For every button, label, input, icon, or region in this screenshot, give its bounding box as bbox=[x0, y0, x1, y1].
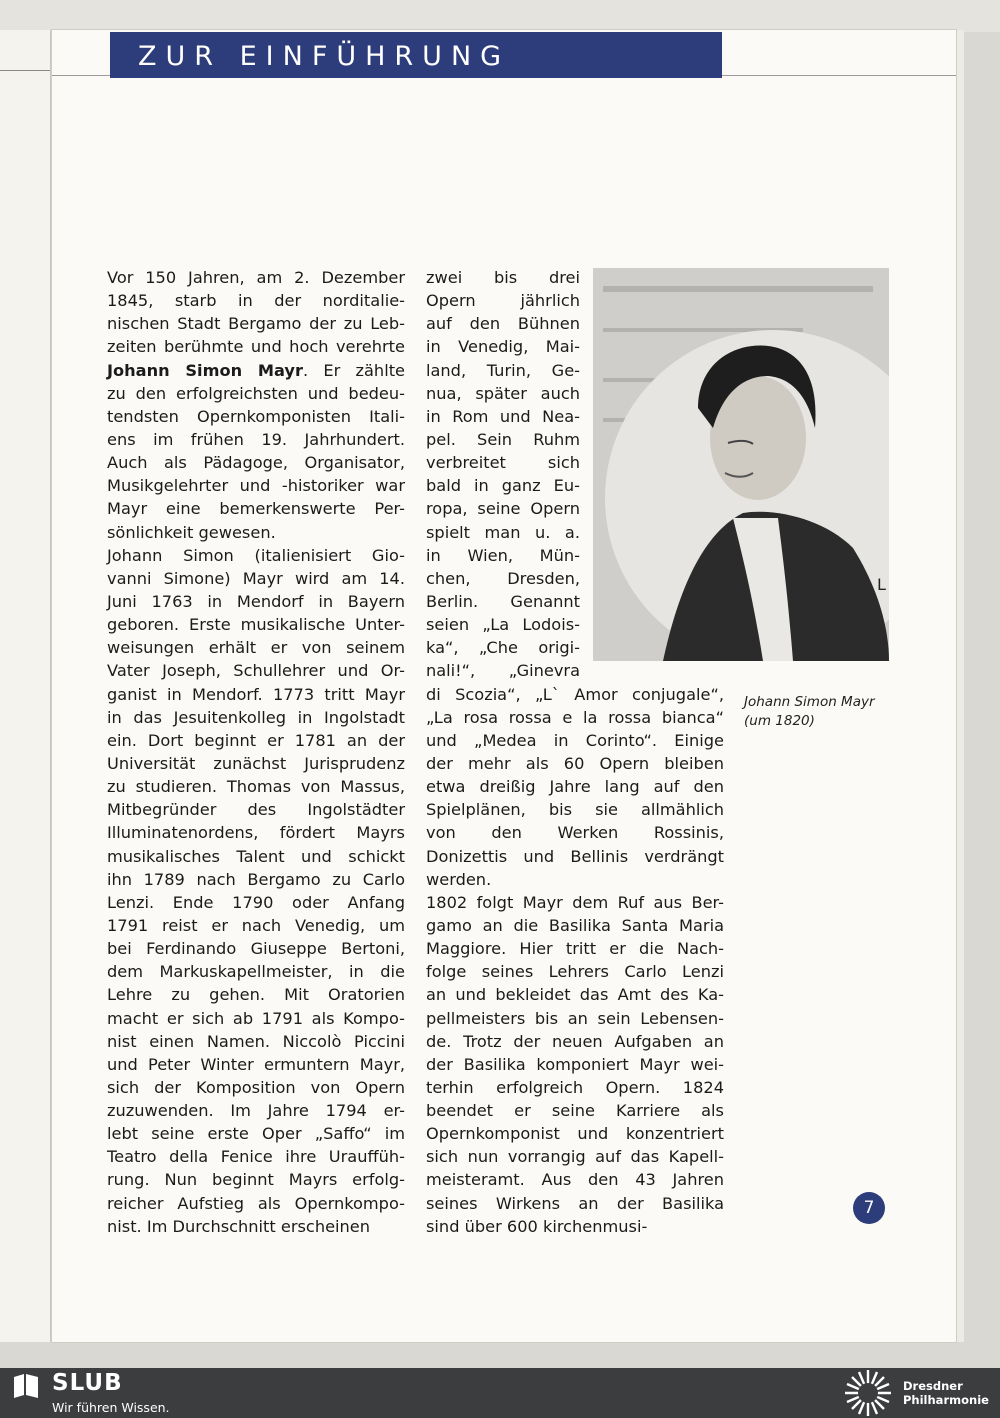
text-line: nua, später auch bbox=[426, 383, 580, 403]
text-line: Mayr eine bemerkenswerte Per- bbox=[107, 499, 405, 519]
text-line: zuzuwenden. Im Jahre 1794 er- bbox=[107, 1101, 405, 1121]
text-line: der Basilika komponiert Mayr wei- bbox=[426, 1054, 724, 1074]
text-line: sich nun vorrangig auf das Kapell- bbox=[426, 1147, 724, 1167]
text-line: 1845, starb in der norditalie- bbox=[107, 291, 405, 311]
text-line: Teatro della Fenice ihre Urauffüh- bbox=[107, 1147, 405, 1167]
text-line: ropa, seine Opern bbox=[426, 499, 580, 519]
text-line: etwa dreißig Jahre lang auf den bbox=[426, 777, 724, 797]
text-line: de. Trotz der neuen Aufgaben an bbox=[426, 1031, 724, 1051]
section-title: ZUR EINFÜHRUNG bbox=[138, 41, 511, 72]
text-line: zwei bis drei bbox=[426, 268, 580, 287]
partner-line-2: Philharmonie bbox=[903, 1393, 989, 1407]
text-line: auf den Bühnen bbox=[426, 314, 580, 334]
text-line: Maggiore. Hier tritt er die Nach- bbox=[426, 939, 724, 959]
text-line: Universität zunächst Jurisprudenz bbox=[107, 753, 405, 773]
caption-date: (um 1820) bbox=[744, 712, 815, 729]
slub-book-icon bbox=[12, 1373, 40, 1399]
text-line: Musikgelehrter und -historiker war bbox=[107, 476, 405, 496]
text-line: sich der Komposition von Opern bbox=[107, 1077, 405, 1097]
text-line: Vater Joseph, Schullehrer und Or- bbox=[107, 661, 405, 681]
text-line: pel. Sein Ruhm bbox=[426, 429, 580, 449]
text-line: lebt seine erste Oper „Saffo“ im bbox=[107, 1124, 405, 1144]
svg-text:L: L bbox=[877, 575, 886, 594]
text-line: Juni 1763 in Mendorf in Bayern bbox=[107, 591, 405, 611]
philharmonie-logo-text bbox=[903, 1379, 989, 1407]
text-line: nischen Stadt Bergamo der zu Leb- bbox=[107, 314, 405, 334]
text-line: und Peter Winter ermuntern Mayr, bbox=[107, 1054, 405, 1074]
text-line: Johann Simon Mayr. Er zählte bbox=[107, 360, 405, 380]
text-line: von den Werken Rossinis, bbox=[426, 823, 724, 843]
text-line: „La rosa rossa e la rossa bianca“ bbox=[426, 707, 724, 727]
text-line: Opernkomponist und konzentriert bbox=[426, 1124, 724, 1144]
text-line: Johann Simon (italienisiert Gio- bbox=[107, 545, 405, 565]
text-line: seines Wirkens an der Basilika bbox=[426, 1193, 724, 1213]
text-line: nist. Im Durchschnitt erscheinen bbox=[107, 1216, 371, 1236]
text-line: in Wien, Mün- bbox=[426, 545, 580, 565]
text-line: nali!“, „Ginevra bbox=[426, 661, 580, 681]
brochure-page bbox=[52, 30, 956, 1342]
text-line: rung. Nun beginnt Mayrs erfolg- bbox=[107, 1170, 405, 1190]
portrait-engraving bbox=[593, 268, 889, 661]
text-line: der mehr als 60 Opern bleiben bbox=[426, 753, 724, 773]
slub-tagline: Wir führen Wissen. bbox=[52, 1400, 170, 1415]
text-line: zeiten berühmte und hoch verehrte bbox=[107, 337, 405, 357]
text-line: ein. Dort beginnt er 1781 an der bbox=[107, 730, 405, 750]
text-line: geboren. Erste musikalische Unter- bbox=[107, 615, 405, 635]
text-line: an und bekleidet das Amt des Ka- bbox=[426, 985, 724, 1005]
text-line: sönlichkeit gewesen. bbox=[107, 522, 276, 542]
text-line: in Venedig, Mai- bbox=[426, 337, 580, 357]
text-line: land, Turin, Ge- bbox=[426, 360, 580, 380]
text-line: 1802 folgt Mayr dem Ruf aus Ber- bbox=[426, 892, 724, 912]
text-line: ens im frühen 19. Jahrhundert. bbox=[107, 429, 405, 449]
previous-page-edge bbox=[0, 30, 52, 1342]
text-line: Spielplänen, bis sie allmählich bbox=[426, 800, 724, 820]
text-line: in Rom und Nea- bbox=[426, 406, 580, 426]
text-line: musikalisches Talent und schickt bbox=[107, 846, 405, 866]
text-line: dem Markuskapellmeister, in die bbox=[107, 962, 405, 982]
text-line: Berlin. Genannt bbox=[426, 591, 580, 611]
text-line: ganist in Mendorf. 1773 tritt Mayr bbox=[107, 684, 405, 704]
text-line: Mitbegründer des Ingolstädter bbox=[107, 800, 405, 820]
text-line: werden. bbox=[426, 869, 492, 889]
text-line: bald in ganz Eu- bbox=[426, 476, 580, 496]
text-line: sind über 600 kirchenmusi- bbox=[426, 1216, 648, 1236]
text-line: weisungen erhält er von seinem bbox=[107, 638, 405, 658]
text-line: verbreitet sich bbox=[426, 453, 580, 473]
text-line: Donizettis und Bellinis verdrängt bbox=[426, 846, 724, 866]
text-line: Lehre zu gehen. Mit Oratorien bbox=[107, 985, 405, 1005]
text-line: macht er sich ab 1791 als Kompo- bbox=[107, 1008, 405, 1028]
text-line: reicher Aufstieg als Opernkompo- bbox=[107, 1193, 405, 1213]
text-line: terhin erfolgreich Opern. 1824 bbox=[426, 1077, 724, 1097]
text-line: di Scozia“, „L` Amor conjugale“, bbox=[426, 684, 724, 704]
page-number-badge: 7 bbox=[853, 1192, 885, 1224]
scan-background bbox=[0, 0, 1000, 32]
text-line: Vor 150 Jahren, am 2. Dezember bbox=[107, 268, 405, 287]
portrait-caption bbox=[744, 693, 904, 730]
text-line: zu studieren. Thomas von Massus, bbox=[107, 777, 405, 797]
text-line: ihn 1789 nach Bergamo zu Carlo bbox=[107, 869, 405, 889]
text-line: chen, Dresden, bbox=[426, 568, 580, 588]
text-line: Opern jährlich bbox=[426, 291, 580, 311]
section-header-bar bbox=[110, 32, 722, 78]
text-line: spielt man u. a. bbox=[426, 522, 580, 542]
caption-name: Johann Simon Mayr bbox=[744, 694, 875, 710]
text-line: vanni Simone) Mayr wird am 14. bbox=[107, 568, 405, 588]
text-line: 1791 reist er nach Venedig, um bbox=[107, 915, 405, 935]
portrait-image bbox=[593, 268, 889, 661]
text-line: in das Jesuitenkolleg in Ingolstadt bbox=[107, 707, 405, 727]
text-line: seien „La Lodois- bbox=[426, 615, 580, 635]
text-line: folge seines Lehrers Carlo Lenzi bbox=[426, 962, 724, 982]
text-line: Illuminatenordens, fördert Mayrs bbox=[107, 823, 405, 843]
text-line: pellmeisters bis an sein Lebensen- bbox=[426, 1008, 724, 1028]
slub-logo-text: SLUB bbox=[52, 1370, 123, 1396]
text-line: tendsten Opernkomponisten Itali- bbox=[107, 406, 405, 426]
text-line: Lenzi. Ende 1790 oder Anfang bbox=[107, 892, 405, 912]
text-line: ka“, „Che origi- bbox=[426, 638, 580, 658]
library-footer-bar bbox=[0, 1368, 1000, 1418]
text-line: meisteramt. Aus den 43 Jahren bbox=[426, 1170, 724, 1190]
text-line: zu den erfolgreichsten und bedeu- bbox=[107, 383, 405, 403]
text-column-left bbox=[107, 266, 405, 1238]
previous-page-rule bbox=[0, 70, 50, 71]
partner-line-1: Dresdner bbox=[903, 1379, 963, 1393]
text-line: und „Medea in Corinto“. Einige bbox=[426, 730, 724, 750]
text-line: bei Ferdinando Giuseppe Bertoni, bbox=[107, 939, 405, 959]
text-line: gamo an die Basilika Santa Maria bbox=[426, 915, 724, 935]
text-line: Auch als Pädagoge, Organisator, bbox=[107, 453, 405, 473]
page-edge-right bbox=[956, 30, 964, 1342]
philharmonie-sunburst-icon bbox=[840, 1369, 896, 1417]
text-line: beendet er seine Karriere als bbox=[426, 1101, 724, 1121]
composer-name-bold: Johann Simon Mayr bbox=[107, 360, 303, 380]
text-line: nist einen Namen. Niccolò Piccini bbox=[107, 1031, 405, 1051]
